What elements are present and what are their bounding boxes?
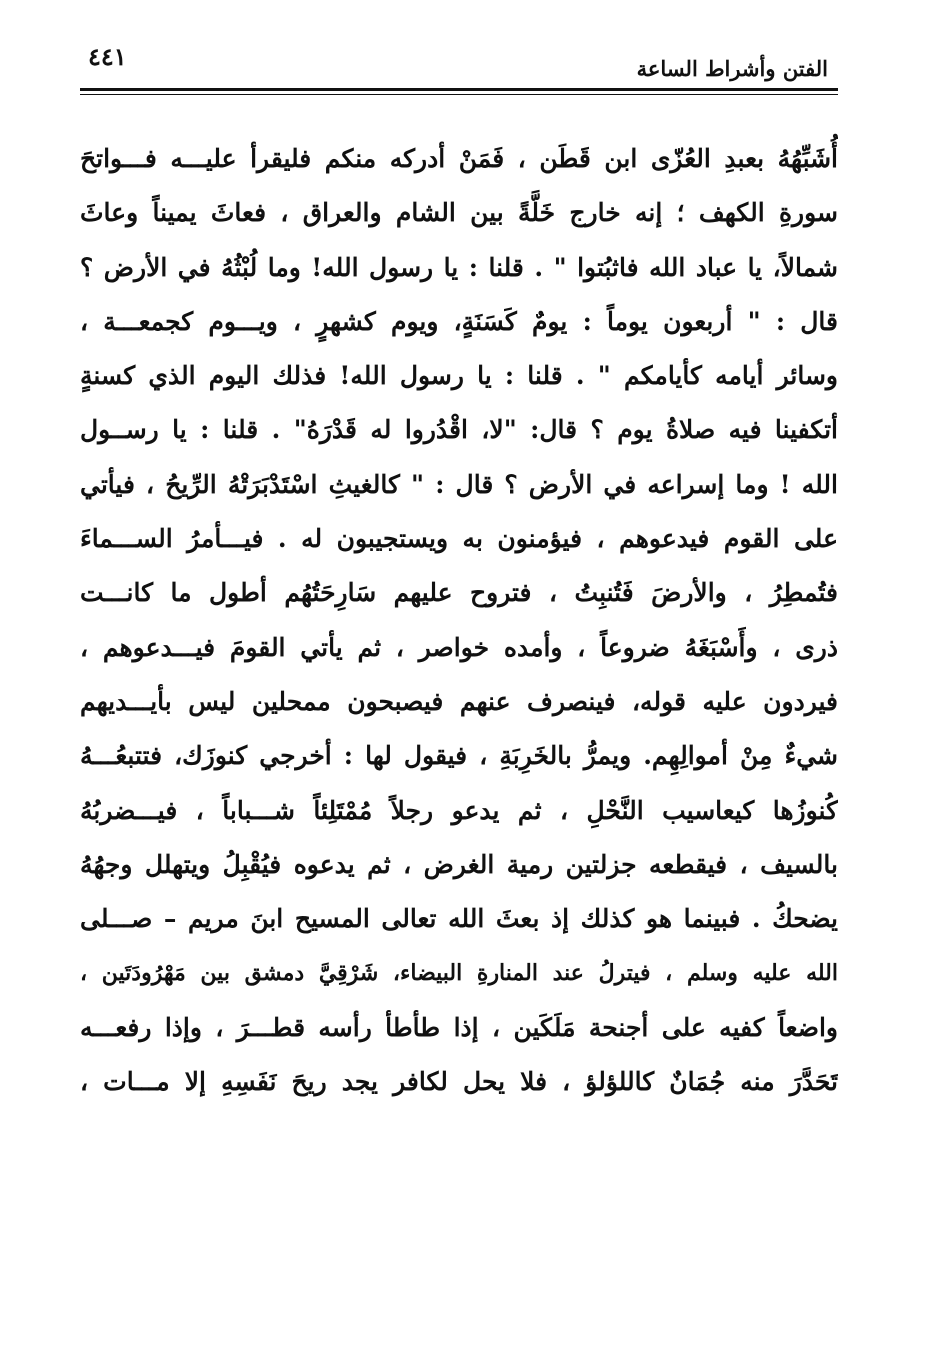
running-title: الفتن وأشراط الساعة: [636, 56, 828, 81]
page-header: [80, 34, 838, 92]
header-rule-thick: [80, 88, 838, 91]
text-line: فتُمطِرُ ، والأرضَ فَتُنبِتُ ، فتروح عليهم سَارِحَتُهُم أطول ما كانـــت: [80, 578, 838, 608]
text-line: سورةِ الكهف ؛ إنه خارج خَلَّةً بين الشام والعراق ، فعاثَ يميناً وعاثَ: [80, 198, 838, 228]
page-number: ٤٤١: [88, 42, 127, 71]
text-line: فيردون عليه قوله، فينصرف عنهم فيصبحون ممحلين ليس بأيـــديهم: [80, 686, 838, 716]
text-line: يضحكُ . فبينما هو كذلك إذ بعثَ الله تعالى المسيح ابنَ مريم – صـــلى: [80, 904, 838, 934]
text-line: تَحَدَّرَ منه جُمَانٌ كاللؤلؤ ، فلا يحل لكافر يجد ريحَ نَفَسِهِ إلا مـــات ،: [80, 1067, 838, 1097]
text-line: على القوم فيدعوهم ، فيؤمنون به ويستجيبون له . فيـــأمرُ الســـماءَ: [80, 524, 838, 554]
text-line: أتكفينا فيه صلاةُ يوم ؟ قال: "لا، اقْدُروا له قَدْرَهُ" . قلنا : يا رســول: [80, 415, 838, 445]
text-line: وسائر أيامه كأيامكم " . قلنا : يا رسول الله! فذلك اليوم الذي كسنةٍ: [80, 361, 838, 391]
text-line: شمالاً، يا عباد الله فاثبُتوا " . قلنا : يا رسول الله! وما لُبْثُهُ في الأرض ؟: [80, 252, 838, 282]
body-text: [80, 132, 838, 1262]
text-line: الله ! وما إسراعه في الأرض ؟ قال : " كالغيثِ اسْتَدْبَرَتْهُ الرِّيحُ ، فيأتي: [80, 469, 838, 499]
text-line: شيءٌ مِنْ أموالِهِم. ويمرُّ بالخَرِبَةِ ، فيقول لها : أخرجي كنوزَك، فتتبعُـــهُ: [80, 741, 838, 771]
text-line: قال : " أربعون يوماً : يومٌ كَسَنَةٍ، ويوم كشهرٍ ، ويـــوم كجمعـــة ،: [80, 306, 838, 336]
text-line: بالسيف ، فيقطعه جزلتين رمية الغرض ، ثم يدعوه فيُقْبِلُ ويتهلل وجهُهُ: [80, 849, 838, 879]
text-line: واضعاً كفيه على أجنحة مَلَكَين ، إذا طأطأ رأسه قطـــرَ ، وإذا رفعـــه: [80, 1012, 838, 1042]
header-rule-thin: [80, 94, 838, 95]
text-line: كُنوزُها كيعاسيب النَّحْلِ ، ثم يدعو رجلاً مُمْتَلِئاً شـــباباً ، فيـــضربُهُ: [80, 795, 838, 825]
text-line: أُشَبِّهُهُ بعبدِ العُزّى ابن قَطَن ، فَمَنْ أدركه منكم فليقرأ عليـــه فـــواتحَ: [80, 144, 838, 173]
text-line: ذرى ، وأَسْبَغَهُ ضروعاً ، وأمده خواصر ، ثم يأتي القومَ فيـــدعوهم ،: [80, 632, 838, 662]
text-line: الله عليه وسلم ، فيترلُ عند المنارةِ البيضاء، شَرْقِيَّ دمشق بين مَهْرُودَتَين ،: [80, 960, 838, 987]
